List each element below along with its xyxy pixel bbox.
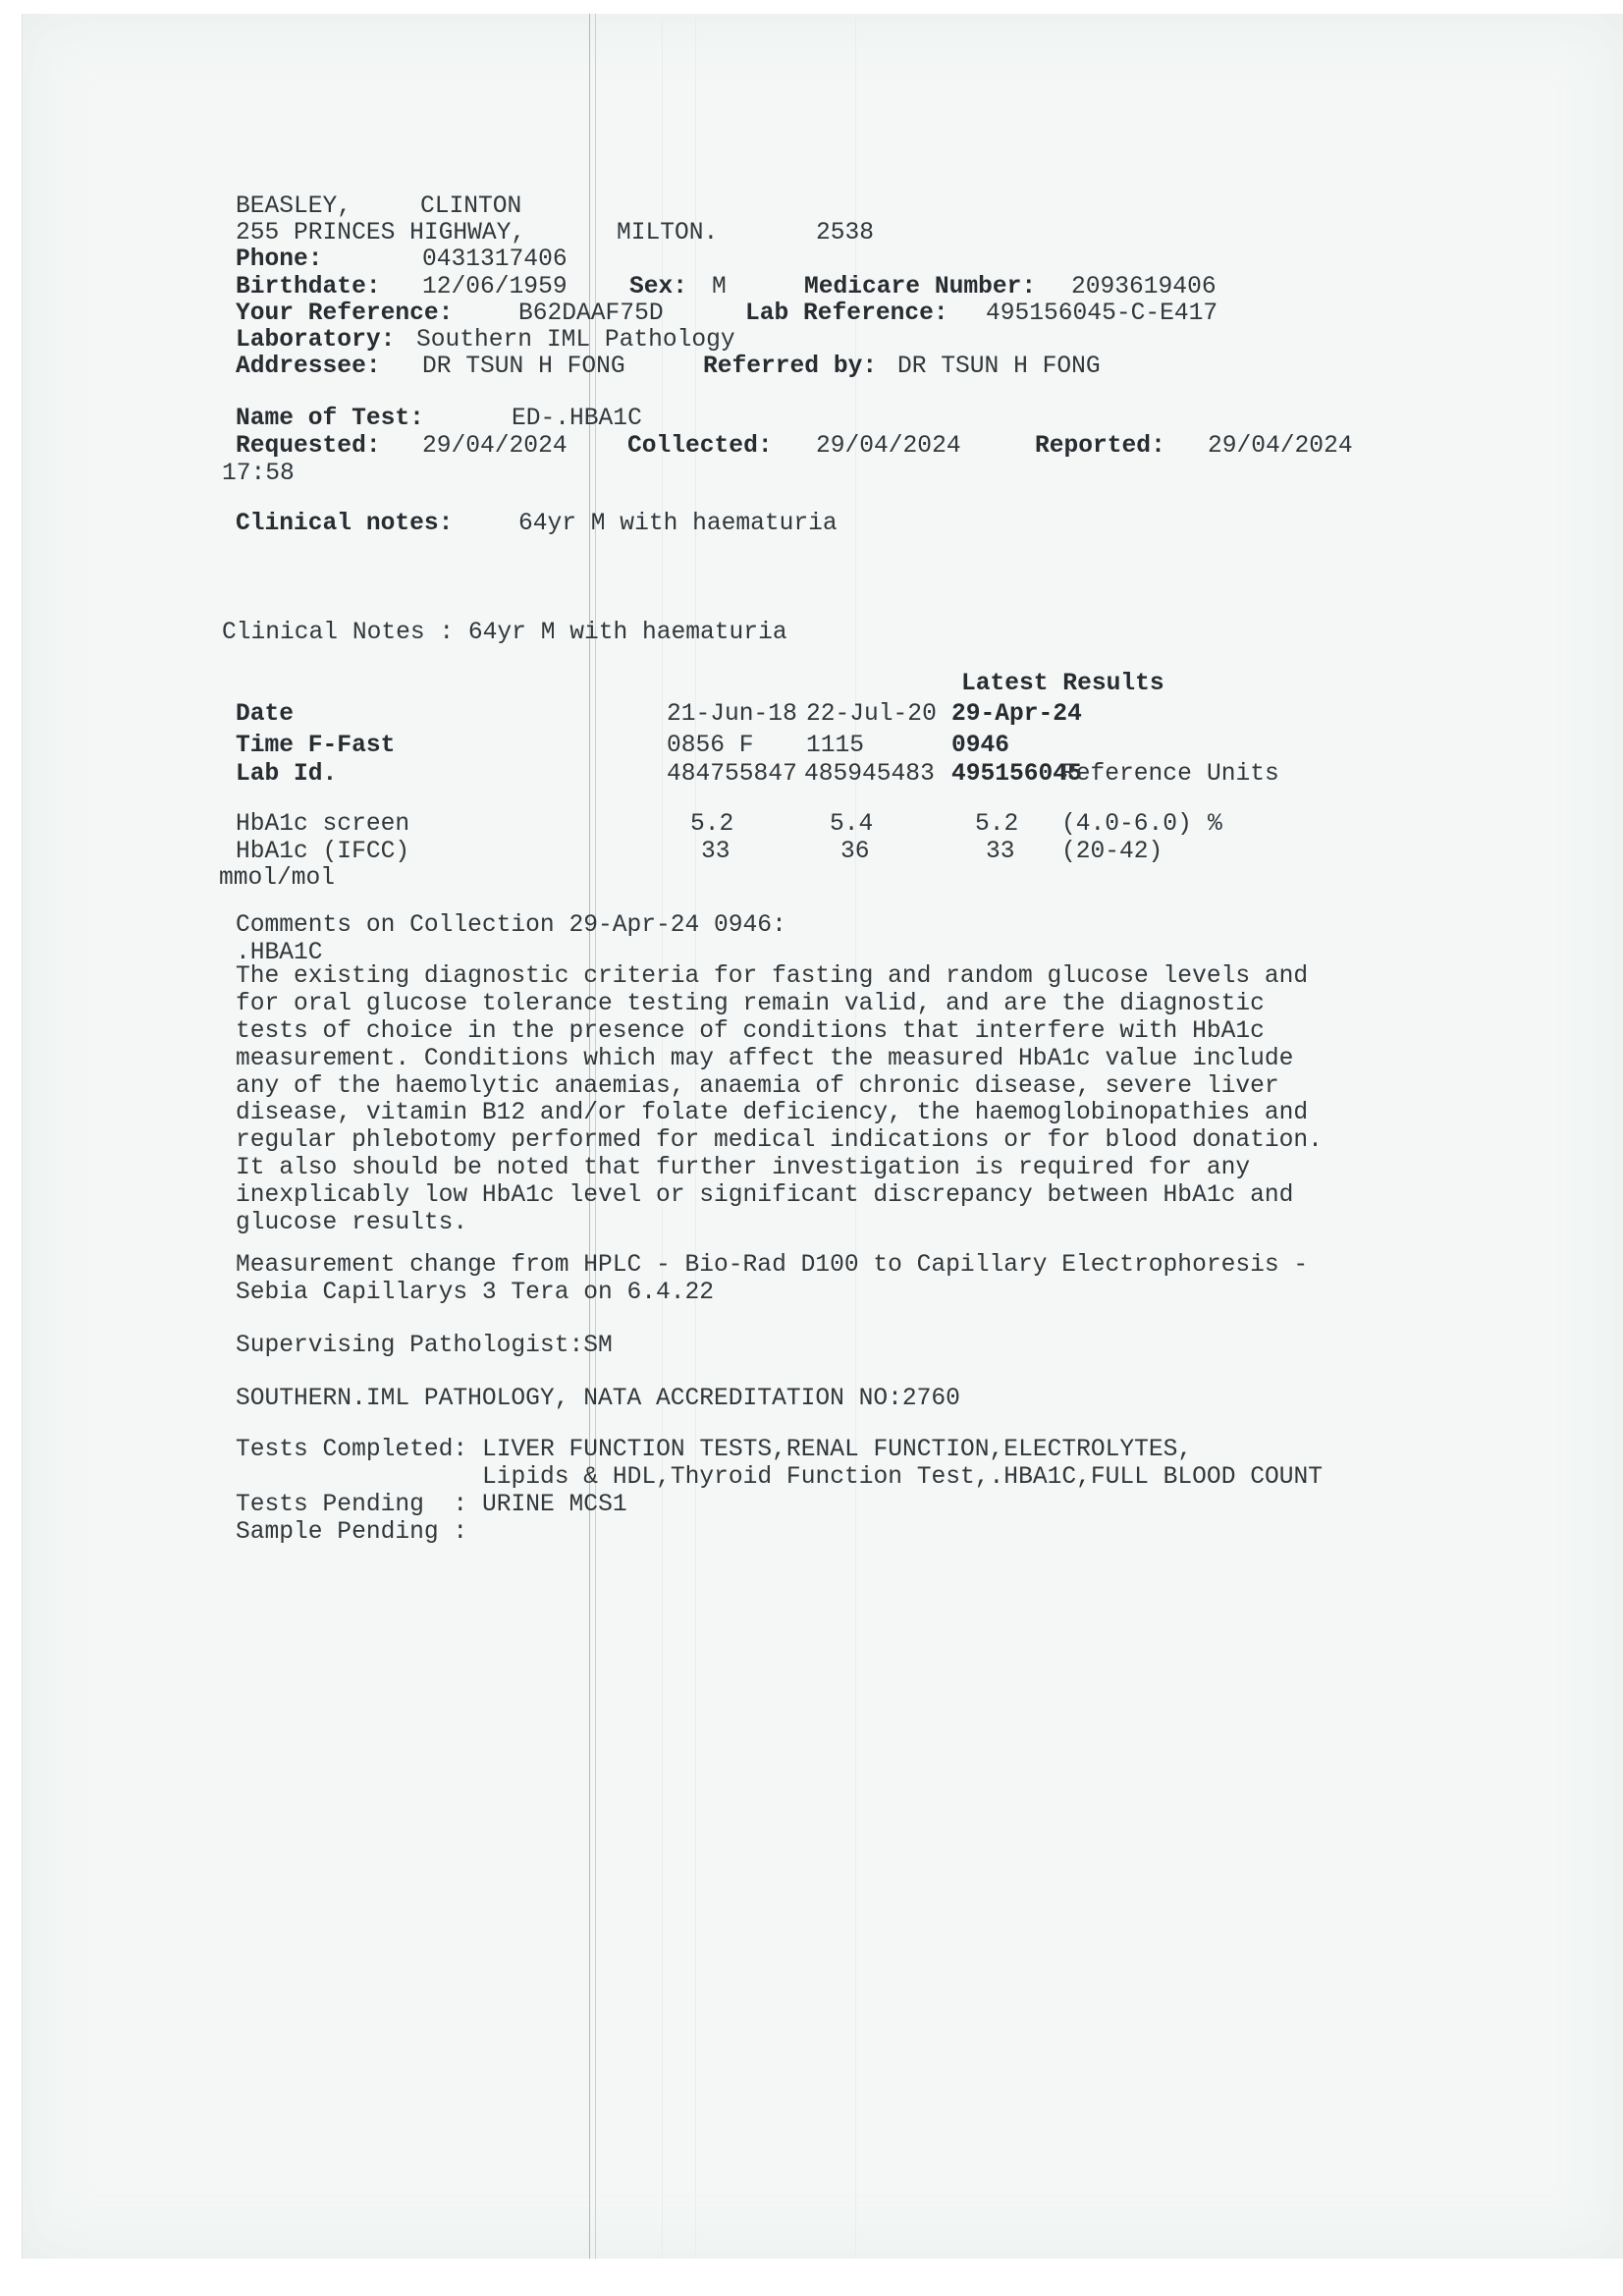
patient-suburb: MILTON.: [617, 220, 719, 246]
tests-pending-value: URINE MCS1: [482, 1492, 627, 1518]
reported-label: Reported:: [1035, 433, 1165, 460]
measurement-change-line-2: Sebia Capillarys 3 Tera on 6.4.22: [236, 1280, 715, 1306]
scanned-report-page: [22, 14, 1623, 2259]
lab-reference-value: 495156045-C-E417: [986, 301, 1218, 327]
comments-code: .HBA1C: [236, 940, 323, 966]
collected-value: 29/04/2024: [816, 433, 961, 460]
phone-label: Phone:: [236, 246, 323, 273]
medicare-value: 2093619406: [1071, 274, 1217, 301]
labid-col2: 485945483: [804, 761, 935, 788]
clinical-notes-line2: Clinical Notes : 64yr M with haematuria: [222, 620, 787, 646]
phone-value: 0431317406: [422, 246, 568, 273]
hba1c-screen-reference: (4.0-6.0): [1061, 811, 1192, 838]
hba1c-ifcc-val2: 36: [840, 839, 870, 865]
comments-title: Comments on Collection 29-Apr-24 0946:: [236, 912, 786, 939]
date-row-label: Date: [236, 701, 295, 728]
tests-completed-label: Tests Completed:: [236, 1437, 468, 1463]
hba1c-ifcc-units: mmol/mol: [219, 865, 336, 892]
date-col2: 22-Jul-20: [806, 701, 937, 728]
lab-reference-label: Lab Reference:: [745, 301, 948, 327]
collected-label: Collected:: [627, 433, 773, 460]
birthdate-label: Birthdate:: [236, 274, 381, 301]
medicare-label: Medicare Number:: [804, 274, 1037, 301]
time-row-label: Time F-Fast: [236, 733, 396, 759]
reported-value: 29/04/2024: [1208, 433, 1353, 460]
requested-value: 29/04/2024: [422, 433, 568, 460]
hba1c-screen-val1: 5.2: [690, 811, 734, 838]
time-col3: 0946: [951, 733, 1010, 759]
supervising-pathologist: Supervising Pathologist:SM: [236, 1333, 613, 1359]
hba1c-screen-val2: 5.4: [830, 811, 874, 838]
reference-header: Reference: [1061, 761, 1192, 788]
test-name-value: ED-.HBA1C: [512, 406, 642, 432]
comments-line-1: The existing diagnostic criteria for fasting and random glucose levels and: [236, 963, 1309, 990]
comments-line-4: measurement. Conditions which may affect the measured HbA1c value include: [236, 1046, 1294, 1072]
your-reference-value: B62DAAF75D: [518, 301, 664, 327]
tests-completed-line-2: Lipids & HDL,Thyroid Function Test,.HBA1C,FULL BLOOD COUNT: [482, 1464, 1324, 1491]
patient-surname: BEASLEY,: [236, 193, 352, 220]
hba1c-screen-label: HbA1c screen: [236, 811, 410, 838]
comments-line-9: inexplicably low HbA1c level or significant discrepancy between HbA1c and: [236, 1182, 1294, 1209]
comments-line-7: regular phlebotomy performed for medical indications or for blood donation.: [236, 1127, 1323, 1154]
measurement-change-line-1: Measurement change from HPLC - Bio-Rad D100 to Capillary Electrophoresis -: [236, 1252, 1309, 1279]
hba1c-ifcc-reference: (20-42): [1061, 839, 1163, 865]
hba1c-ifcc-val3: 33: [986, 839, 1015, 865]
tests-pending-label: Tests Pending :: [236, 1492, 468, 1518]
hba1c-ifcc-val1: 33: [701, 839, 730, 865]
referred-by-label: Referred by:: [703, 354, 878, 380]
comments-line-5: any of the haemolytic anaemias, anaemia of chronic disease, severe liver: [236, 1073, 1279, 1100]
comments-line-10: glucose results.: [236, 1210, 468, 1236]
laboratory-value: Southern IML Pathology: [416, 327, 735, 354]
patient-address: 255 PRINCES HIGHWAY,: [236, 220, 526, 246]
date-col1: 21-Jun-18: [667, 701, 797, 728]
comments-line-2: for oral glucose tolerance testing remain valid, and are the diagnostic: [236, 991, 1265, 1017]
sex-value: M: [712, 274, 727, 301]
units-header: Units: [1207, 761, 1279, 788]
date-col3: 29-Apr-24: [951, 701, 1082, 728]
labid-col3: 495156045: [951, 761, 1082, 788]
comments-line-8: It also should be noted that further investigation is required for any: [236, 1155, 1251, 1181]
patient-given-name: CLINTON: [420, 193, 522, 220]
labid-col1: 484755847: [667, 761, 797, 788]
labid-row-label: Lab Id.: [236, 761, 338, 788]
clinical-notes-value: 64yr M with haematuria: [518, 511, 838, 537]
comments-line-6: disease, vitamin B12 and/or folate deficiency, the haemoglobinopathies and: [236, 1100, 1309, 1126]
sex-label: Sex:: [629, 274, 688, 301]
addressee-value: DR TSUN H FONG: [422, 354, 625, 380]
birthdate-value: 12/06/1959: [422, 274, 568, 301]
patient-postcode: 2538: [816, 220, 875, 246]
requested-time: 17:58: [222, 461, 295, 487]
time-col1: 0856 F: [667, 733, 754, 759]
comments-line-3: tests of choice in the presence of conditions that interfere with HbA1c: [236, 1018, 1265, 1045]
sample-pending-label: Sample Pending :: [236, 1519, 468, 1546]
hba1c-screen-units: %: [1208, 811, 1222, 838]
referred-by-value: DR TSUN H FONG: [897, 354, 1101, 380]
clinical-notes-label: Clinical notes:: [236, 511, 454, 537]
hba1c-ifcc-label: HbA1c (IFCC): [236, 839, 410, 865]
addressee-label: Addressee:: [236, 354, 381, 380]
your-reference-label: Your Reference:: [236, 301, 454, 327]
hba1c-screen-val3: 5.2: [975, 811, 1019, 838]
tests-completed-line-1: LIVER FUNCTION TESTS,RENAL FUNCTION,ELECTROLYTES,: [482, 1437, 1193, 1463]
lab-accreditation: SOUTHERN.IML PATHOLOGY, NATA ACCREDITATION NO:2760: [236, 1386, 960, 1412]
laboratory-label: Laboratory:: [236, 327, 396, 354]
latest-results-header: Latest Results: [961, 671, 1164, 697]
requested-label: Requested:: [236, 433, 381, 460]
test-name-label: Name of Test:: [236, 406, 424, 432]
time-col2: 1115: [806, 733, 865, 759]
